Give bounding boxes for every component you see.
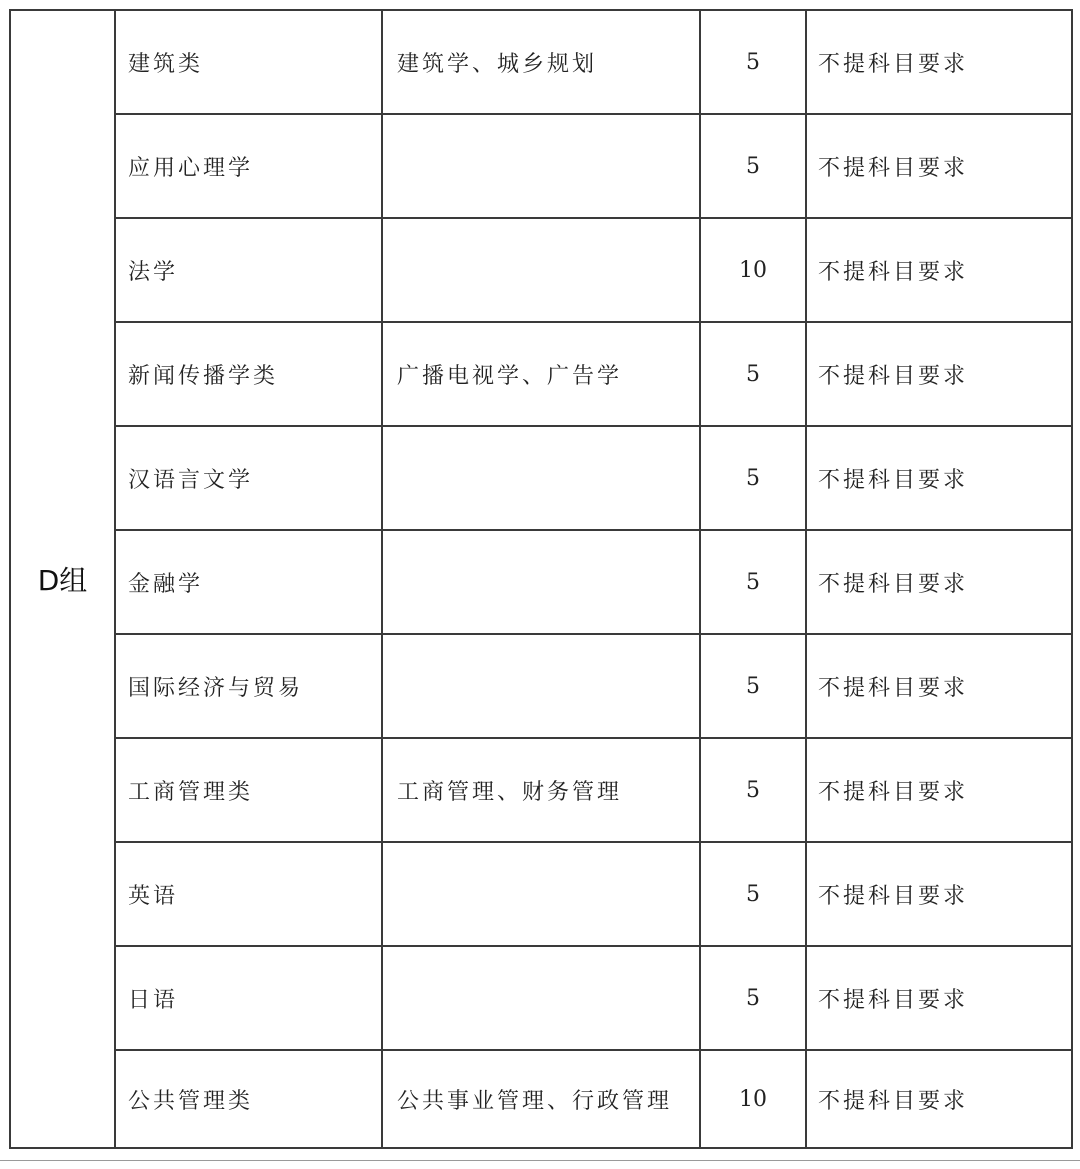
table-row: [10, 530, 1072, 634]
table-row: [10, 738, 1072, 842]
major-cell: 公共管理类: [115, 1050, 382, 1148]
enrollment-table: [9, 9, 1073, 1149]
count-cell: 5: [700, 738, 806, 842]
requirement-cell: 不提科目要求: [806, 114, 1072, 218]
count-cell: 10: [700, 218, 806, 322]
table-row: [10, 842, 1072, 946]
major-cell: 金融学: [115, 530, 382, 634]
count-cell: 5: [700, 10, 806, 114]
requirement-cell: 不提科目要求: [806, 530, 1072, 634]
major-cell: 应用心理学: [115, 114, 382, 218]
count-cell: 5: [700, 426, 806, 530]
table-body: [10, 10, 1072, 1148]
major-cell: 国际经济与贸易: [115, 634, 382, 738]
major-cell: 法学: [115, 218, 382, 322]
requirement-cell: 不提科目要求: [806, 634, 1072, 738]
major-cell: 建筑类: [115, 10, 382, 114]
sub-major-cell: 公共事业管理、行政管理: [382, 1050, 700, 1148]
count-cell: 10: [700, 1050, 806, 1148]
table-row: [10, 10, 1072, 114]
count-cell: 5: [700, 322, 806, 426]
requirement-cell: 不提科目要求: [806, 322, 1072, 426]
bottom-divider: [0, 1160, 1080, 1161]
sub-major-cell: [382, 426, 700, 530]
table-row: [10, 634, 1072, 738]
count-cell: 5: [700, 114, 806, 218]
requirement-cell: 不提科目要求: [806, 738, 1072, 842]
major-cell: 工商管理类: [115, 738, 382, 842]
count-cell: 5: [700, 946, 806, 1050]
table-row: [10, 322, 1072, 426]
sub-major-cell: [382, 634, 700, 738]
sub-major-cell: 工商管理、财务管理: [382, 738, 700, 842]
table-row: [10, 426, 1072, 530]
major-cell: 汉语言文学: [115, 426, 382, 530]
count-cell: 5: [700, 530, 806, 634]
sub-major-cell: [382, 218, 700, 322]
requirement-cell: 不提科目要求: [806, 218, 1072, 322]
major-cell: 英语: [115, 842, 382, 946]
requirement-cell: 不提科目要求: [806, 842, 1072, 946]
requirement-cell: 不提科目要求: [806, 426, 1072, 530]
requirement-cell: 不提科目要求: [806, 10, 1072, 114]
count-cell: 5: [700, 842, 806, 946]
table-row: [10, 218, 1072, 322]
sub-major-cell: 建筑学、城乡规划: [382, 10, 700, 114]
sub-major-cell: [382, 946, 700, 1050]
group-cell: D组: [10, 10, 115, 1148]
requirement-cell: 不提科目要求: [806, 1050, 1072, 1148]
table-row: [10, 114, 1072, 218]
table-row: [10, 1050, 1072, 1148]
table-row: [10, 946, 1072, 1050]
sub-major-cell: [382, 530, 700, 634]
count-cell: 5: [700, 634, 806, 738]
major-cell: 新闻传播学类: [115, 322, 382, 426]
major-cell: 日语: [115, 946, 382, 1050]
sub-major-cell: [382, 114, 700, 218]
sub-major-cell: [382, 842, 700, 946]
requirement-cell: 不提科目要求: [806, 946, 1072, 1050]
sub-major-cell: 广播电视学、广告学: [382, 322, 700, 426]
